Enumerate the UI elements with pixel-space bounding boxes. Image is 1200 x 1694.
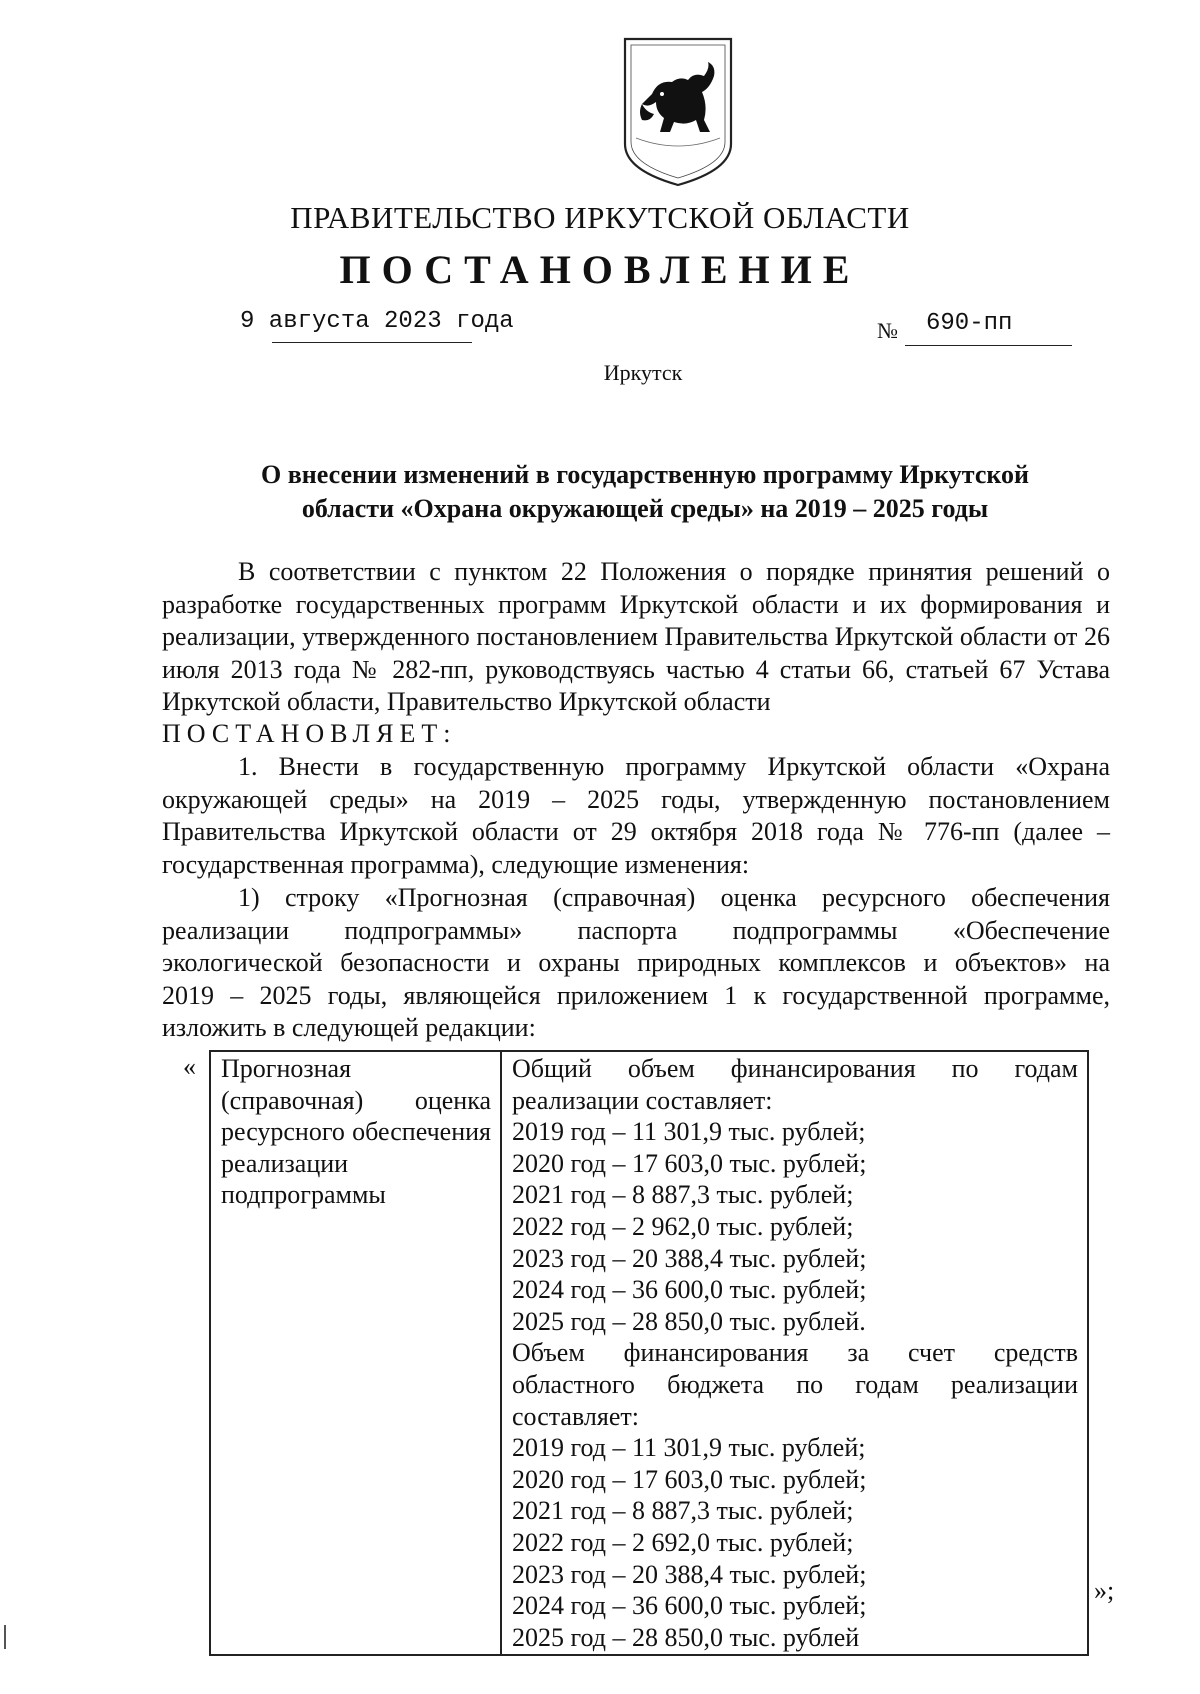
regional-2020: 2020 год – 17 603,0 тыс. рублей;: [512, 1464, 867, 1494]
document-title: [160, 458, 1130, 526]
document-number: 690-пп: [926, 310, 1013, 337]
irkutsk-coat-of-arms-emblem: [622, 36, 734, 188]
total-heading-line-2: реализации составляет:: [512, 1085, 773, 1115]
total-heading-line-1: Общий объем финансирования по годам: [512, 1054, 1078, 1083]
regional-2022: 2022 год – 2 692,0 тыс. рублей;: [512, 1527, 854, 1557]
total-2025: 2025 год – 28 850,0 тыс. рублей.: [512, 1306, 866, 1336]
row-label: Прогнозная (справочная) оценка ресурсного обеспечения реализации подпрограммы: [221, 1054, 491, 1210]
item-1-1-line-4: 2019 – 2025 годы, являющейся приложением 1 к государственной программе,: [162, 980, 1110, 1010]
total-2019: 2019 год – 11 301,9 тыс. рублей;: [512, 1117, 866, 1147]
item-1-1-paragraph: [162, 882, 1110, 1045]
total-2024: 2024 год – 36 600,0 тыс. рублей;: [512, 1275, 867, 1305]
scan-margin-mark: [4, 1625, 6, 1649]
regional-2024: 2024 год – 36 600,0 тыс. рублей;: [512, 1591, 867, 1621]
document-type: ПОСТАНОВЛЕНИЕ: [339, 247, 861, 292]
total-2023: 2023 год – 20 388,4 тыс. рублей;: [512, 1243, 867, 1273]
number-underline: [905, 345, 1072, 346]
preamble-paragraph: В соответствии с пунктом 22 Положения о порядке принятия решений о разработке государственных программ Иркутской области и их формирования и реализации, утвержденного постановлением Правительства Иркутской области от 26 июля 2013 года № 282-пп, руководствуясь частью 4 статьи 66, статьей 67 Устава Иркутской области, Правительство Иркутской области: [162, 557, 1110, 717]
row-value-cell: [501, 1051, 1088, 1655]
item-1-1-line-3: экологической безопасности и охраны природных комплексов и объектов» на: [162, 948, 1110, 978]
resource-table: [209, 1050, 1089, 1656]
number-sign: №: [877, 318, 898, 343]
date-underline: [272, 342, 472, 343]
row-label-cell: [210, 1051, 501, 1655]
item-1-paragraph: 1. Внести в государственную программу Иркутской области «Охрана окружающей среды» на 2019 – 2025 годы, утвержденную постановлением Правительства Иркутской области от 29 октября 2018 года № 776-пп (далее – государственная программа), следующие изменения:: [162, 752, 1110, 879]
document-date: 9 августа 2023 года: [240, 308, 514, 335]
regional-2023: 2023 год – 20 388,4 тыс. рублей;: [512, 1559, 867, 1589]
total-2020: 2020 год – 17 603,0 тыс. рублей;: [512, 1148, 867, 1178]
regional-heading-line-2: областного бюджета по годам реализации: [512, 1369, 1078, 1399]
city-name: Иркутск: [603, 360, 683, 385]
resolves-word: ПОСТАНОВЛЯЕТ:: [162, 719, 457, 748]
title-line-1: О внесении изменений в государственную программу Иркутской: [261, 460, 1029, 489]
opening-quote: «: [183, 1052, 196, 1081]
regional-heading-line-1: Объем финансирования за счет средств: [512, 1338, 1078, 1368]
item-1-1-line-1: 1) строку «Прогнозная (справочная) оценка ресурсного обеспечения: [238, 883, 1110, 912]
regional-2021: 2021 год – 8 887,3 тыс. рублей;: [512, 1496, 854, 1526]
total-2021: 2021 год – 8 887,3 тыс. рублей;: [512, 1180, 854, 1210]
item-1-1-line-5: изложить в следующей редакции:: [162, 1013, 536, 1043]
regional-2019: 2019 год – 11 301,9 тыс. рублей;: [512, 1433, 866, 1463]
total-2022: 2022 год – 2 962,0 тыс. рублей;: [512, 1211, 854, 1241]
regional-heading-line-3: составляет:: [512, 1401, 639, 1431]
regional-2025: 2025 год – 28 850,0 тыс. рублей: [512, 1622, 860, 1652]
table-row: [210, 1051, 1088, 1655]
closing-quote: »;: [1094, 1576, 1115, 1605]
item-1-1-line-2: реализации подпрограммы» паспорта подпрограммы «Обеспечение: [162, 915, 1110, 945]
organization-name: ПРАВИТЕЛЬСТВО ИРКУТСКОЙ ОБЛАСТИ: [290, 200, 910, 235]
title-line-2: области «Охрана окружающей среды» на 2019 – 2025 годы: [301, 494, 989, 523]
